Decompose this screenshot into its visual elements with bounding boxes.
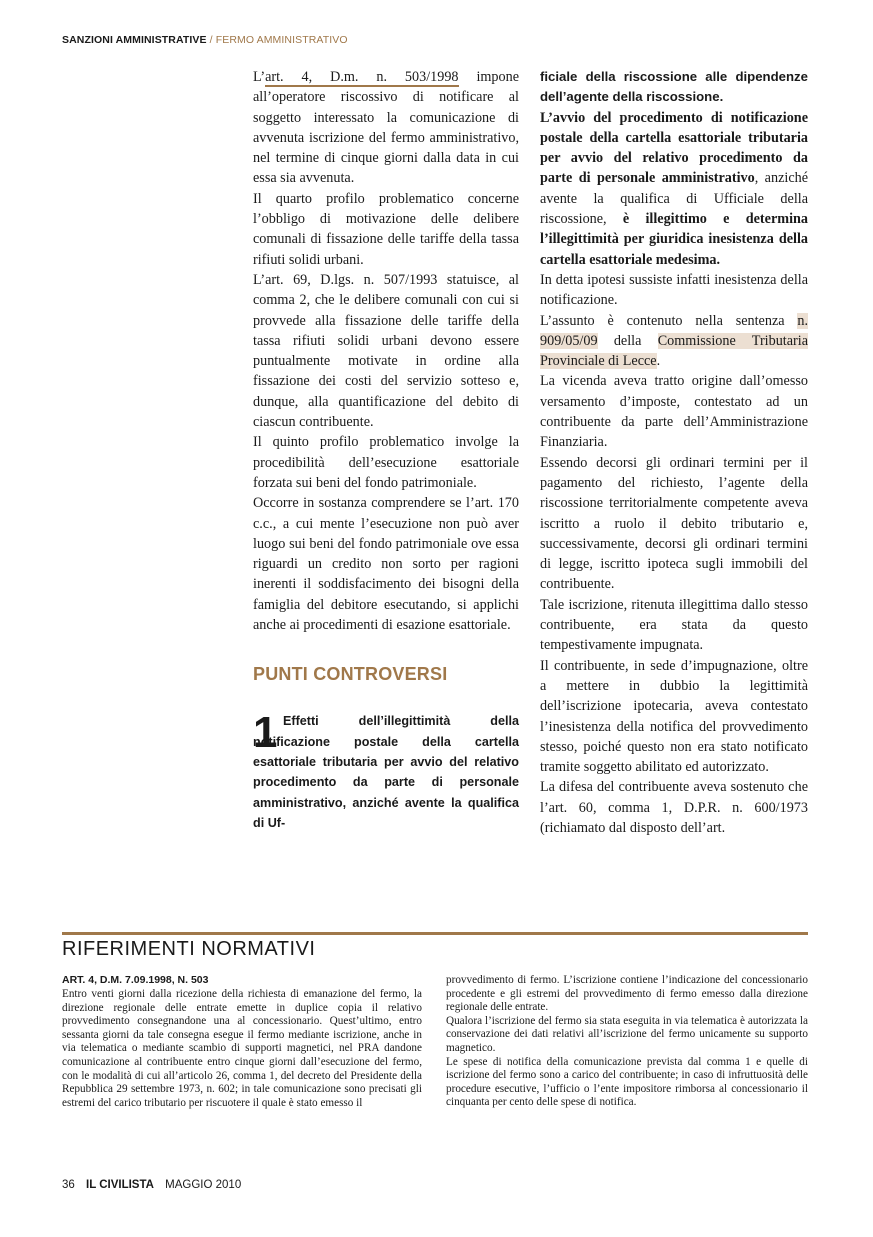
left-paragraph-4: Il quinto profilo problematico involge la procedibilità dell’esecuzione esattoriale forzata sui beni del fondo patrimoniale. xyxy=(253,434,519,491)
references-title: RIFERIMENTI NORMATIVI xyxy=(62,938,316,960)
left-paragraph-1 xyxy=(253,67,519,189)
right-paragraph-3: In detta ipotesi sussiste infatti inesistenza della notificazione. xyxy=(540,271,808,309)
magazine-name: IL CIVILISTA xyxy=(86,1179,154,1191)
running-header xyxy=(62,34,348,46)
point-text-content: Effetti dell’illegittimità della notificazione postale della cartella esattoriale tributaria per avvio del relativo procedimento da parte di personale amministrativo, anziché avente la qualifica di Uf- xyxy=(253,714,519,830)
right-paragraph-2 xyxy=(540,108,808,270)
left-paragraph-1-text: impone all’operatore riscossivo di notificare al soggetto interessato la comunicazione di avvenuta iscrizione del fermo amministrativo, nel termine di cinque giorni dalla data in cui essa sia avvenuta. xyxy=(253,69,520,187)
references-divider xyxy=(62,932,808,935)
right-paragraph-4 xyxy=(540,311,808,372)
references-heading: ART. 4, D.M. 7.09.1998, N. 503 xyxy=(62,974,209,986)
header-separator: / xyxy=(209,34,213,46)
references-left-text: Entro venti giorni dalla ricezione della richiesta di emanazione del fermo, la direzione regionale delle entrate emette in duplice copia il relativo provvedimento consegnandone una al concessionario. Quest’ultimo, entro sessanta giorni da tale consegna esegue il fermo mediante iscrizione, anche in via telematica o mediante scambio di supporti magnetici, nel PRA dandone comunicazione al contribuente entro cinque giorni dall’esecuzione del fermo, con le modalità di cui all’articolo 26, comma 1, del decreto del Presidente della Repubblica 29 settembre 1973, n. 602; in tale comunicazione sono precisati gli estremi del carico tributario per riscuotere il quale è stato emesso il xyxy=(62,988,422,1109)
header-subsection: FERMO AMMINISTRATIVO xyxy=(215,34,348,46)
right-paragraph-4-post: . xyxy=(656,353,661,370)
right-paragraph-4-mid: della xyxy=(597,332,658,349)
references-right-paragraph-2: Qualora l’iscrizione del fermo sia stata eseguita in via telematica è autorizzata la conservazione dei dati relativi all’iscrizione del fermo unicamente su supporto magnetico. xyxy=(446,1014,808,1054)
page-number: 36 xyxy=(62,1179,75,1191)
right-column xyxy=(540,67,808,838)
right-paragraph-1: ficiale della riscossione alle dipendenze dell’agente della riscossione. xyxy=(540,69,808,105)
references-right-paragraph-3: Le spese di notifica della comunicazione prevista dal comma 1 e quelle di iscrizione del fermo sono a carico del contribuente; in caso di infruttuosità delle procedure esecutive, l’ufficio o l’ente impositore rimborsa al concessionario il cinquanta per cento delle spese di notifica. xyxy=(446,1055,808,1109)
right-paragraph-6: Essendo decorsi gli ordinari termini per il pagamento del richiesto, l’agente della riscossione territorialmente competente aveva iscritto a ruolo il debito tributario e, successivamente, decorsi gli ordinari termini di legge, iscritto ipoteca sugli immobili del contribuente. xyxy=(540,454,808,593)
left-column xyxy=(253,67,519,833)
sentence-reference-link[interactable]: n. 909/05/09 xyxy=(540,312,808,349)
right-paragraph-2-bold-b: è illegittimo e determina l’illegittimità per giuridica inesistenza della cartella esattoriale medesima. xyxy=(540,211,808,268)
page-footer xyxy=(62,1179,241,1191)
point-number: 1 xyxy=(253,708,278,758)
commission-reference-link[interactable]: Commissione Tributaria Provinciale di Lecce xyxy=(540,332,808,370)
right-paragraph-8: Il contribuente, in sede d’impugnazione, oltre a mettere in dubbio la legittimità dell’iscrizione ipotecaria, aveva contestato l’inesistenza della notifica del provvedimento stesso, poiché questo non era stato notificato tramite soggetto abilitato ed autorizzato. xyxy=(540,657,808,776)
right-paragraph-7: Tale iscrizione, ritenuta illegittima dallo stesso contribuente, era stata da questo tempestivamente impugnata. xyxy=(540,596,808,654)
left-paragraph-2: Il quarto profilo problematico concerne l’obbligo di motivazione delle delibere comunali di fissazione delle tariffe della tassa rifiuti solidi urbani. xyxy=(253,190,519,268)
left-paragraph-5: Occorre in sostanza comprendere se l’art. 170 c.c., a cui mente l’esecuzione non può aver luogo sui beni del fondo patrimoniale ove essa riguardi un credito non sorto per ragioni inerenti il soddisfacimento dei bisogni della famiglia del debitore esecutando, si applichi anche ai procedimenti di esazione esattoriale. xyxy=(253,495,519,634)
point-text xyxy=(253,708,519,833)
right-paragraph-4-pre: L’assunto è contenuto nella sentenza xyxy=(540,312,798,329)
right-paragraph-9: La difesa del contribuente aveva sostenuto che l’art. 60, comma 1, D.P.R. n. 600/1973 (richiamato dal disposto dell’art. xyxy=(540,779,808,836)
article-prefix: L’ xyxy=(253,69,266,85)
header-section: SANZIONI AMMINISTRATIVE xyxy=(62,34,207,46)
right-paragraph-2-bold-a: L’avvio del procedimento di notificazione postale della cartella esattoriale tributaria per avvio del relativo procedimento da parte di personale amministrativo xyxy=(540,109,808,187)
issue-date: MAGGIO 2010 xyxy=(165,1179,242,1191)
section-title-punti-controversi: PUNTI CONTROVERSI xyxy=(253,664,448,685)
references-left-column xyxy=(62,974,422,1110)
controversial-point-1 xyxy=(253,708,519,833)
right-paragraph-5: La vicenda aveva tratto origine dall’omesso versamento d’imposte, contestato ad un contribuente da parte dell’Amministrazione Finanziaria. xyxy=(540,373,808,451)
right-paragraph-2-normal: , anziché avente la qualifica di Ufficiale della riscossione, xyxy=(540,170,809,228)
references-right-column xyxy=(446,974,808,1110)
references-right-paragraph-1: provvedimento di fermo. L’iscrizione contiene l’indicazione del concessionario procedente e gli estremi del provvedimento di fermo emesso dalla direzione regionale delle entrate. xyxy=(446,974,808,1014)
left-paragraph-3: L’art. 69, D.lgs. n. 507/1993 statuisce, al comma 2, che le delibere comunali con cui si provvede alla fissazione delle tariffe della tassa rifiuti solidi urbani devono essere puntualmente motivate in ordine alla fissazione dei costi del servizio sotteso e, dunque, alla quantificazione del debito di ciascun contribuente. xyxy=(253,271,519,431)
article-link[interactable]: art. 4, D.m. n. 503/1998 xyxy=(265,69,459,85)
